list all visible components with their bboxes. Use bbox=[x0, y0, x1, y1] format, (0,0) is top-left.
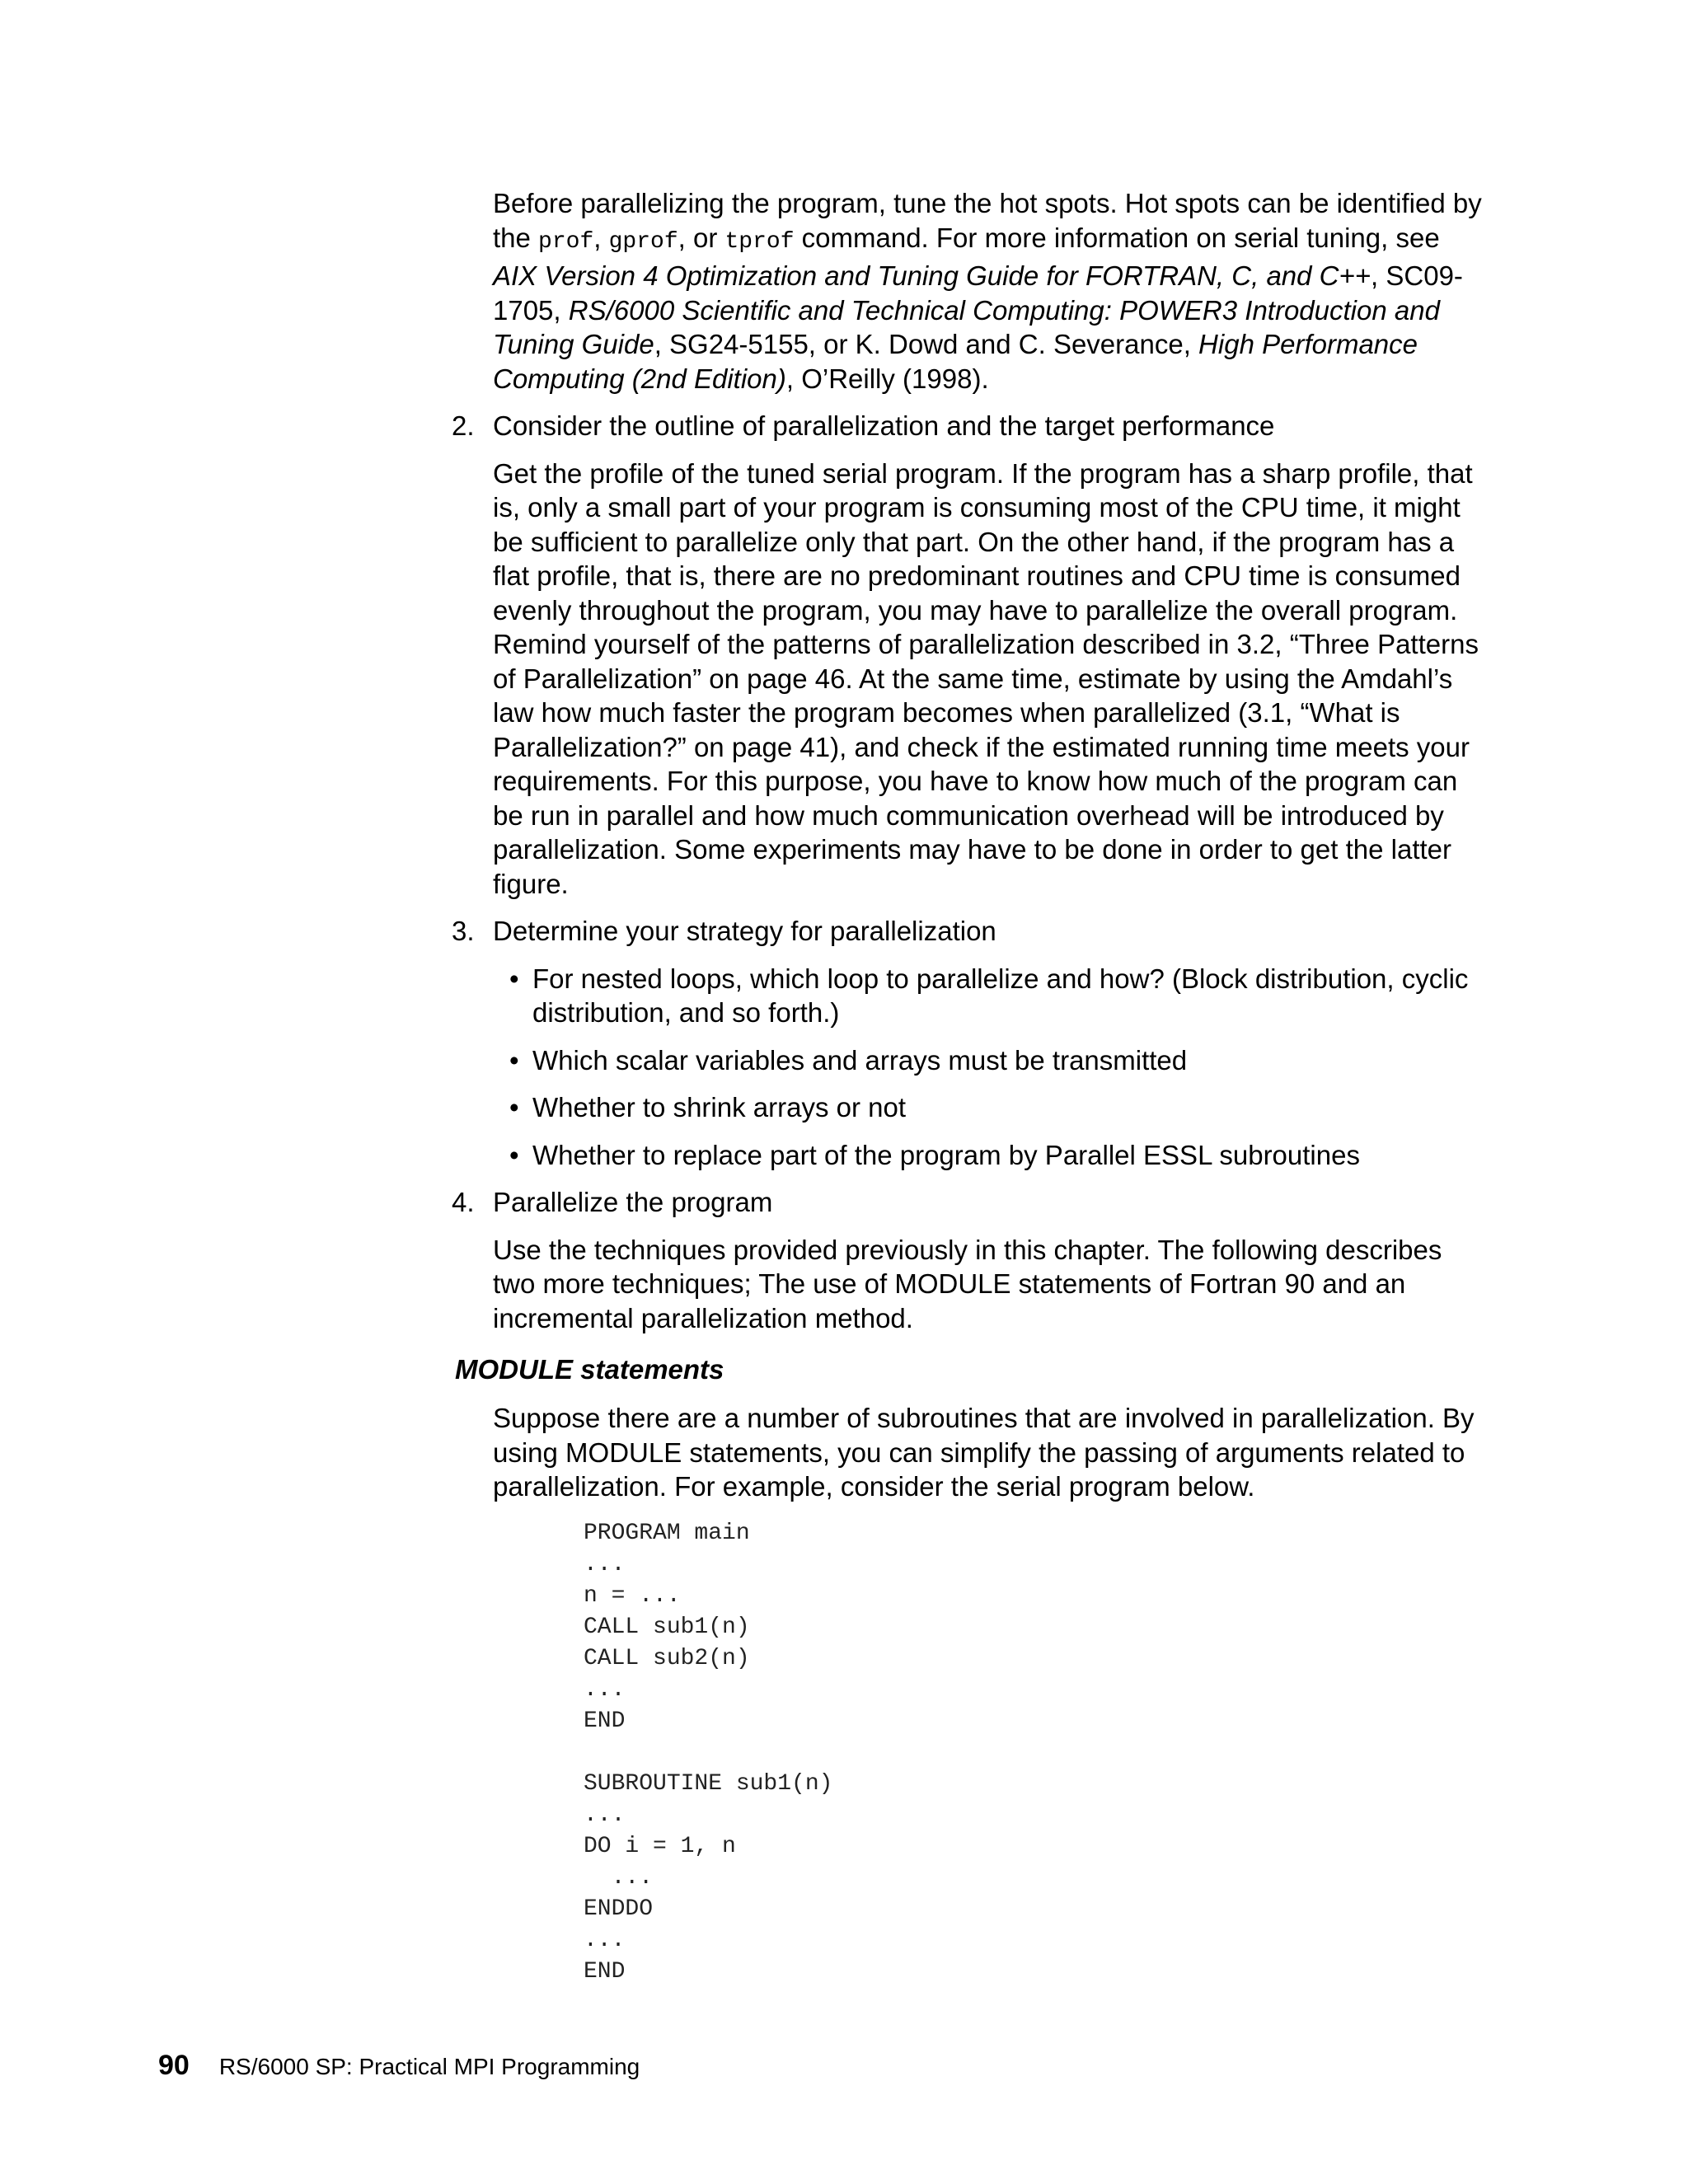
bullet-icon: • bbox=[509, 1139, 519, 1170]
step-title: Parallelize the program bbox=[493, 1187, 773, 1217]
step-title: Consider the outline of parallelization and the target performance bbox=[493, 410, 1275, 441]
module-section-body bbox=[493, 1401, 1482, 1504]
step-4 bbox=[452, 1185, 1482, 1335]
list-item-text: Whether to shrink arrays or not bbox=[532, 1092, 907, 1122]
intro-paragraph bbox=[493, 186, 1482, 396]
list-item bbox=[509, 1090, 1482, 1125]
list-item-text: Which scalar variables and arrays must be transmitted bbox=[532, 1044, 1188, 1076]
page-number: 90 bbox=[158, 2050, 190, 2081]
step-number: 2. bbox=[452, 410, 475, 441]
section-paragraph: Suppose there are a number of subroutines that are involved in parallelization. By using MODULE statements, you can simplify the passing of arguments related to parallelization. For example, consider the serial program below. bbox=[493, 1403, 1475, 1502]
step-body: Use the techniques provided previously in this chapter. The following describes two more techniques; The use of MODULE statements of Fortran 90 and an incremental parallelization method. bbox=[493, 1234, 1442, 1333]
page-footer bbox=[158, 2050, 640, 2082]
command-gprof: gprof bbox=[608, 228, 678, 255]
list-item bbox=[509, 1138, 1482, 1173]
reference-title: RS/6000 Scientific and Technical Computing: POWER3 Introduction and Tuning Guide bbox=[493, 294, 1440, 359]
reference-title: High Performance Computing (2nd Edition) bbox=[493, 329, 1418, 394]
list-item-text: Whether to replace part of the program by Parallel ESSL subroutines bbox=[532, 1139, 1360, 1170]
command-tprof: tprof bbox=[724, 228, 795, 255]
step-2 bbox=[452, 409, 1482, 901]
text-run: , SC09-1705, bbox=[493, 260, 1463, 326]
list-item-text: For nested loops, which loop to parallelize and how? (Block distribution, cyclic distribution, and so forth.) bbox=[532, 963, 1469, 1028]
bullet-icon: • bbox=[509, 1044, 519, 1076]
bullet-icon: • bbox=[509, 963, 519, 994]
book-title: RS/6000 SP: Practical MPI Programming bbox=[218, 2054, 640, 2079]
bullet-icon: • bbox=[509, 1092, 519, 1122]
text-run: , or bbox=[678, 222, 725, 253]
text-run: command. For more information on serial tuning, see bbox=[794, 222, 1440, 253]
list-item bbox=[509, 962, 1482, 1030]
text-run: , O’Reilly (1998). bbox=[785, 363, 989, 394]
step-title: Determine your strategy for parallelization bbox=[493, 916, 996, 946]
text-run: , SG24-5155, or K. Dowd and C. Severance, bbox=[654, 329, 1199, 359]
text-run: Before parallelizing the program, tune the hot spots. Hot spots can be identified by the bbox=[493, 188, 1482, 253]
command-prof: prof bbox=[538, 228, 594, 255]
list-item bbox=[509, 1043, 1482, 1078]
code-listing: PROGRAM main ... n = ... CALL sub1(n) CALL sub2(n) ... END SUBROUTINE sub1(n) ... DO i = 1, n ... ENDDO ... END bbox=[584, 1521, 833, 1985]
body-text bbox=[452, 186, 1482, 1335]
step-3 bbox=[452, 914, 1482, 1172]
step-body: Get the profile of the tuned serial program. If the program has a sharp profile, that is, only a small part of your program is consuming most of the CPU time, it might be sufficient to parallelize only that part. On the other hand, if the program has a flat profile, that is, there are no predominant routines and CPU time is consumed evenly throughout the program, you may have to parallelize the overall program. Remind yourself of the patterns of parallelization described in 3.2, “Three Patterns of Parallelization” on page 46. At the same time, estimate by using the Amdahl’s law how much faster the program becomes when parallelized (3.1, “What is Parallelization?” on page 41), and check if the estimated running time meets your requirements. For this purpose, you have to know how much of the program can be run in parallel and how much communication overhead will be introduced by parallelization. Some experiments may have to be done in order to get the latter figure. bbox=[493, 457, 1479, 899]
step-number: 4. bbox=[452, 1187, 475, 1217]
reference-title: AIX Version 4 Optimization and Tuning Guide for FORTRAN, C, and C++ bbox=[493, 260, 1372, 291]
section-heading: MODULE statements bbox=[455, 1354, 724, 1385]
step-number: 3. bbox=[452, 916, 475, 946]
text-run: , bbox=[593, 222, 609, 253]
